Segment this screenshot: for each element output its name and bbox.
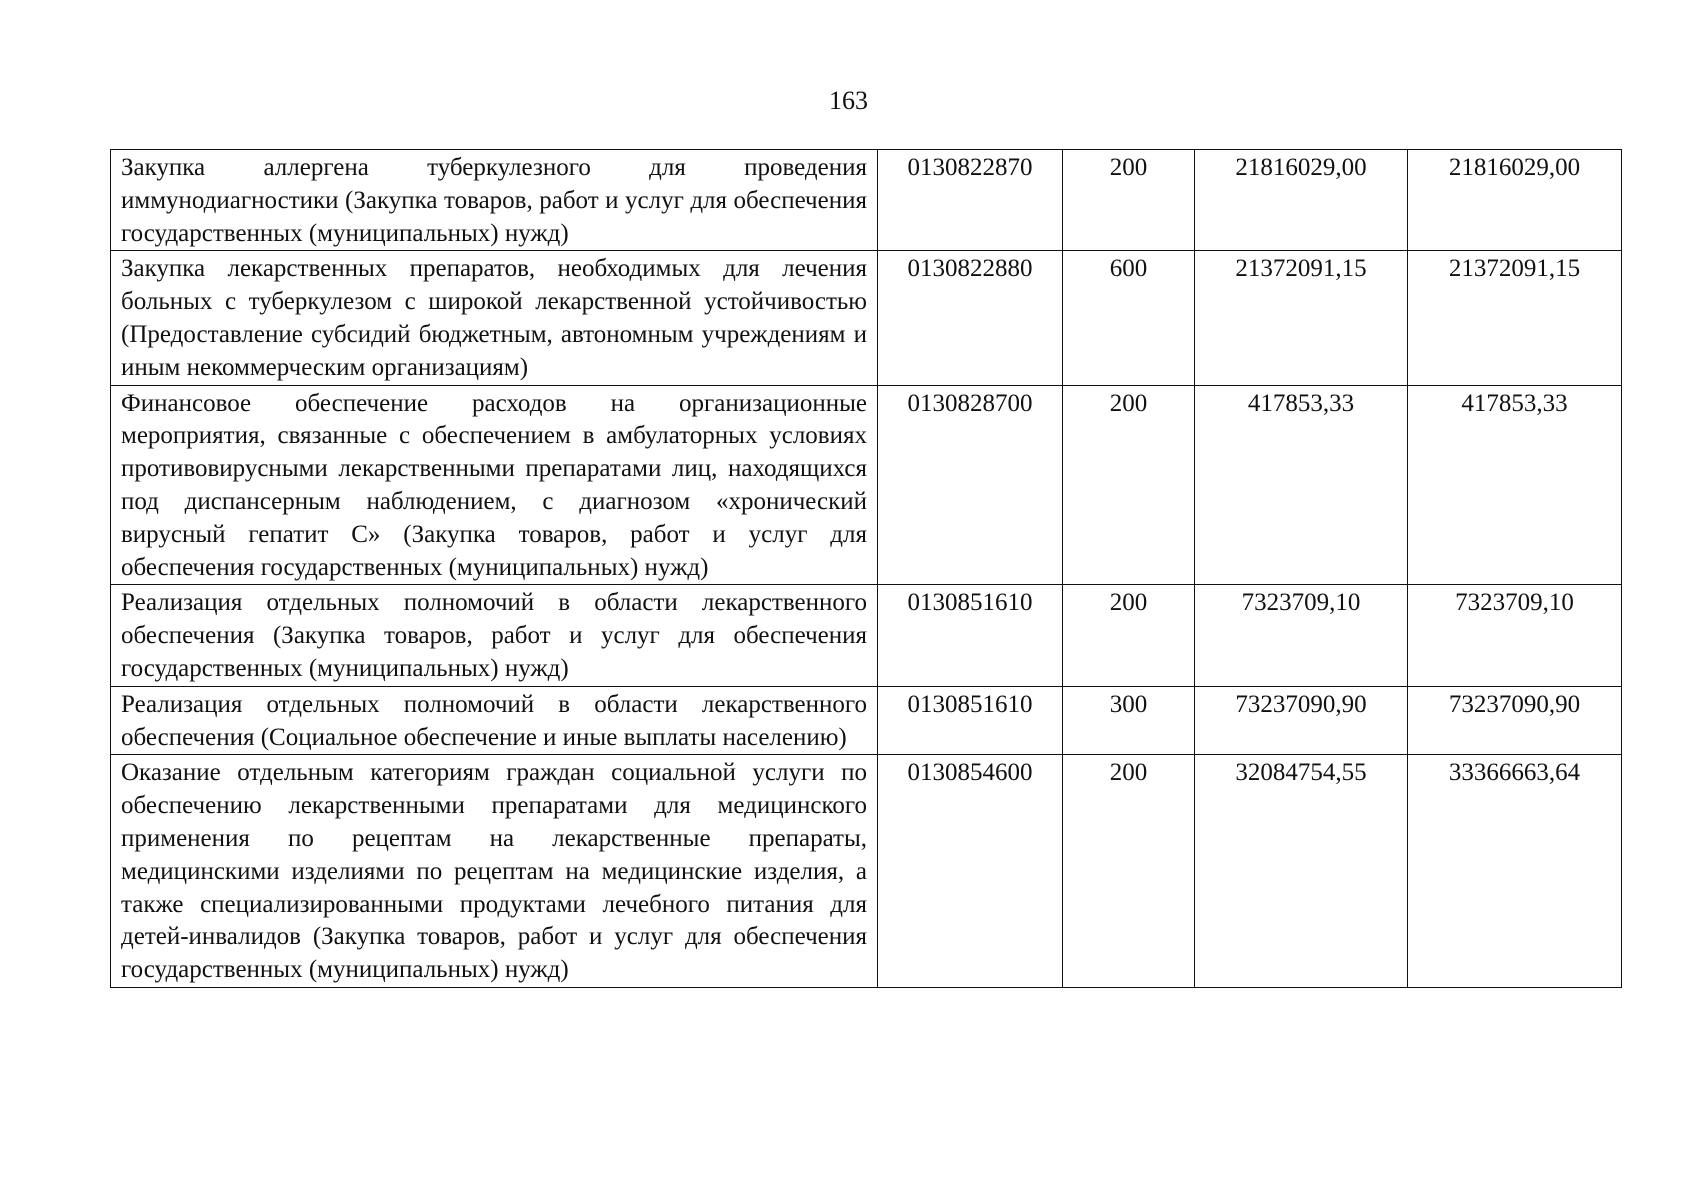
row-amount-2: 21816029,00 bbox=[1408, 150, 1622, 251]
budget-table bbox=[110, 149, 1622, 988]
table-row bbox=[111, 251, 1622, 385]
row-amount-1: 417853,33 bbox=[1195, 385, 1408, 585]
row-description: Реализация отдельных полномочий в области лекарственного обеспечения (Закупка товаров, работ и услуг для обеспечения государственных (муниципальных) нужд) bbox=[111, 585, 878, 686]
row-target-code: 0130851610 bbox=[878, 585, 1063, 686]
row-amount-1: 32084754,55 bbox=[1195, 755, 1408, 988]
page-number: 163 bbox=[829, 86, 868, 115]
row-expense-type: 200 bbox=[1063, 755, 1195, 988]
row-description: Оказание отдельным категориям граждан социальной услуги по обеспечению лекарственными препаратами для медицинского применения по рецептам на лекарственные препараты, медицинскими изделиями по рецептам на медицинские изделия, а также специализированными продуктами лечебного питания для детей-инвалидов (Закупка товаров, работ и услуг для обеспечения государственных (муниципальных) нужд) bbox=[111, 755, 878, 988]
row-amount-2: 7323709,10 bbox=[1408, 585, 1622, 686]
table-row bbox=[111, 585, 1622, 686]
row-description: Финансовое обеспечение расходов на организационные мероприятия, связанные с обеспечением в амбулаторных условиях противовирусными лекарственными препаратами лиц, находящихся под диспансерным наблюдением, с диагнозом «хронический вирусный гепатит С» (Закупка товаров, работ и услуг для обеспечения государственных (муниципальных) нужд) bbox=[111, 385, 878, 585]
row-expense-type: 200 bbox=[1063, 585, 1195, 686]
row-target-code: 0130854600 bbox=[878, 755, 1063, 988]
row-amount-1: 21372091,15 bbox=[1195, 251, 1408, 385]
row-amount-1: 21816029,00 bbox=[1195, 150, 1408, 251]
row-expense-type: 200 bbox=[1063, 150, 1195, 251]
row-target-code: 0130822870 bbox=[878, 150, 1063, 251]
row-description: Реализация отдельных полномочий в области лекарственного обеспечения (Социальное обеспечение и иные выплаты населению) bbox=[111, 686, 878, 755]
table-row bbox=[111, 385, 1622, 585]
table-row bbox=[111, 755, 1622, 988]
row-expense-type: 600 bbox=[1063, 251, 1195, 385]
row-amount-2: 417853,33 bbox=[1408, 385, 1622, 585]
row-amount-2: 33366663,64 bbox=[1408, 755, 1622, 988]
row-amount-2: 73237090,90 bbox=[1408, 686, 1622, 755]
row-target-code: 0130828700 bbox=[878, 385, 1063, 585]
row-target-code: 0130822880 bbox=[878, 251, 1063, 385]
row-expense-type: 300 bbox=[1063, 686, 1195, 755]
row-amount-2: 21372091,15 bbox=[1408, 251, 1622, 385]
row-description: Закупка лекарственных препаратов, необходимых для лечения больных с туберкулезом с широкой лекарственной устойчивостью (Предоставление субсидий бюджетным, автономным учреждениям и иным некоммерческим организациям) bbox=[111, 251, 878, 385]
row-description: Закупка аллергена туберкулезного для проведения иммунодиагностики (Закупка товаров, работ и услуг для обеспечения государственных (муниципальных) нужд) bbox=[111, 150, 878, 251]
row-target-code: 0130851610 bbox=[878, 686, 1063, 755]
row-expense-type: 200 bbox=[1063, 385, 1195, 585]
table-row bbox=[111, 150, 1622, 251]
row-amount-1: 73237090,90 bbox=[1195, 686, 1408, 755]
row-amount-1: 7323709,10 bbox=[1195, 585, 1408, 686]
table-row bbox=[111, 686, 1622, 755]
